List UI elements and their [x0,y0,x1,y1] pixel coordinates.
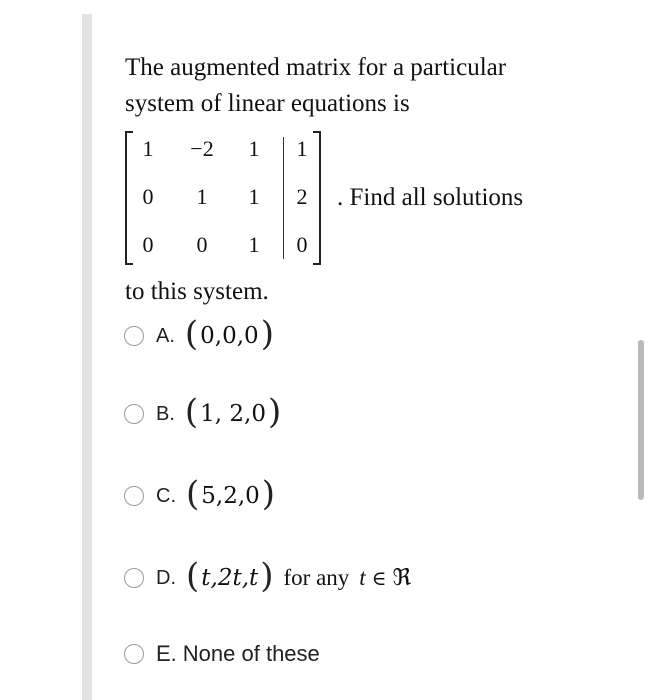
option-d[interactable] [124,556,411,600]
matrix-cell: −2 [190,136,214,161]
question-matrix-tail: . Find all solutions [337,184,524,211]
option-c[interactable] [124,474,275,518]
option-a-letter: A. [156,324,175,347]
option-e[interactable] [124,632,320,676]
matrix-cell: 0 [196,232,208,257]
option-b-letter: B. [156,402,175,425]
close-paren: ) [260,556,274,596]
option-c-tuple: 5,2,0 [201,483,260,509]
option-a-radio[interactable] [124,326,144,346]
open-paren: ( [186,556,200,596]
open-paren: ( [186,474,200,514]
option-b[interactable] [124,392,281,436]
close-paren: ) [268,392,282,432]
close-paren: ) [260,314,274,354]
option-e-radio[interactable] [124,644,144,664]
matrix-cell: 2 [296,184,308,209]
matrix-cell: 0 [296,232,308,257]
question-text [125,50,565,122]
element-of-symbol: ∈ [371,566,387,590]
matrix-cell: 1 [248,184,260,209]
scrollbar[interactable] [638,340,644,500]
option-b-tuple: 1, 2,0 [200,401,267,427]
open-paren: ( [184,314,199,354]
left-border-bar [82,14,92,700]
matrix-cell: 1 [248,136,260,161]
option-e-letter: E. [156,641,177,666]
option-d-variable: t [359,565,366,590]
option-a[interactable] [124,314,274,358]
matrix-cell: 1 [296,136,308,161]
matrix-left-bracket [125,131,133,265]
question-line-3: to this system. [125,278,269,305]
option-b-radio[interactable] [124,404,144,424]
close-paren: ) [261,474,276,514]
question-line-2: system of linear equations is [125,90,410,117]
option-d-letter: D. [156,566,176,589]
augmented-matrix [125,129,321,267]
option-c-radio[interactable] [124,486,144,506]
augment-divider [283,137,284,259]
matrix-cell: 1 [142,136,154,161]
matrix-cell: 1 [196,184,208,209]
open-paren: ( [184,392,199,432]
option-d-suffix: for any [283,565,350,590]
option-d-tuple: t,2t,t [201,565,259,591]
option-d-radio[interactable] [124,568,144,588]
question-line-1: The augmented matrix for a particular [125,54,507,81]
option-e-text: None of these [182,641,320,666]
matrix-cell: 0 [142,184,154,209]
matrix-row [125,128,523,268]
matrix-cell: 0 [142,232,154,257]
real-numbers-symbol: ℜ [392,565,412,591]
matrix-cell: 1 [248,232,260,257]
option-c-letter: C. [156,484,176,507]
option-a-tuple: 0,0,0 [200,323,259,349]
